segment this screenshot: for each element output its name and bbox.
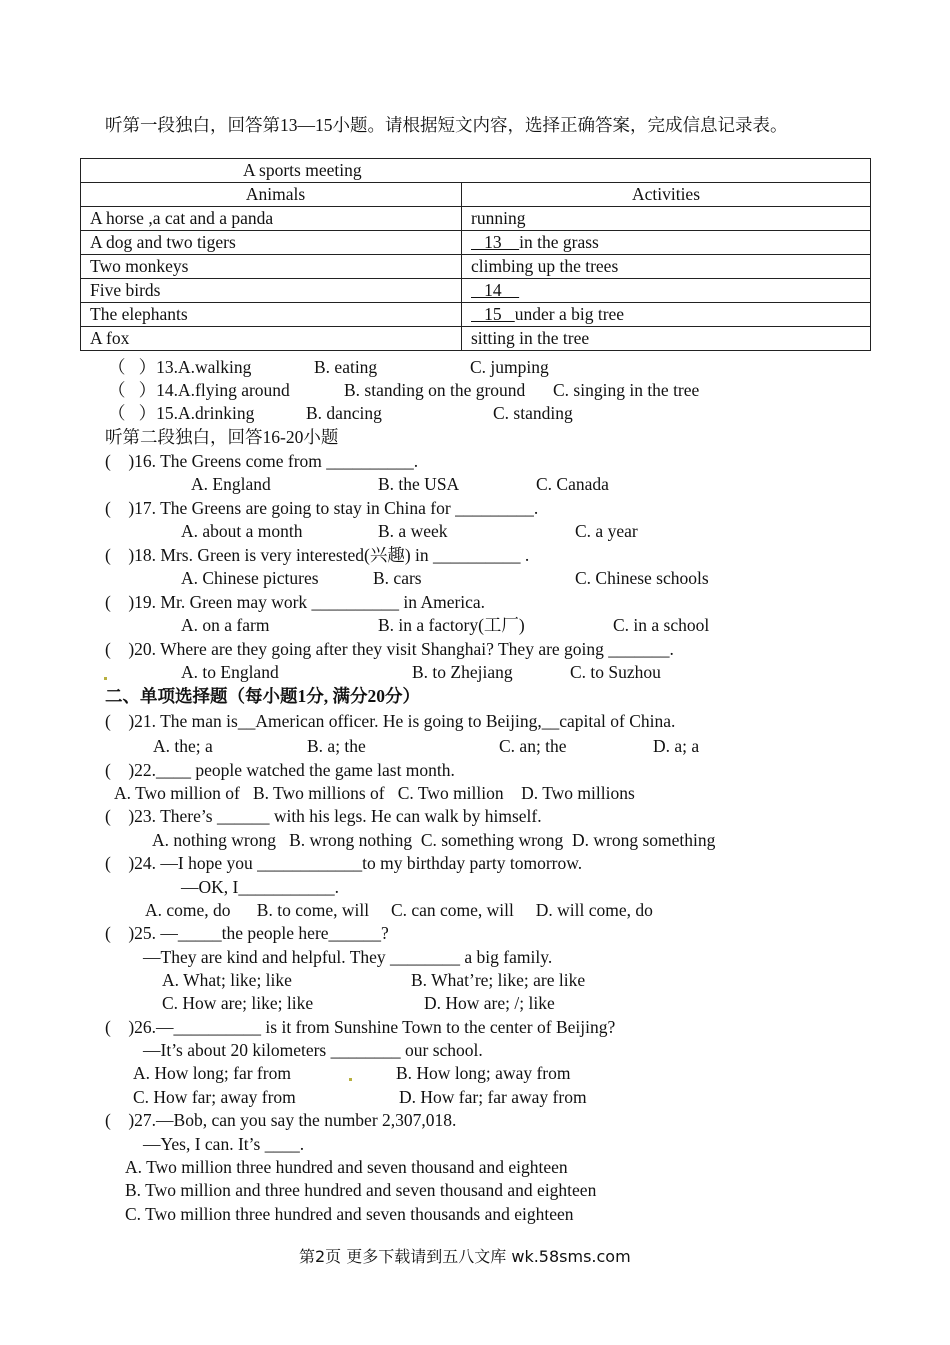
table-row	[81, 279, 871, 303]
q27-reply: —Yes, I can. It’s ____.	[143, 1134, 305, 1154]
q21-option-d: D. a; a	[653, 736, 700, 756]
table-caption: A sports meeting	[81, 159, 871, 183]
animal-cell: Two monkeys	[81, 255, 462, 279]
q15-stem: （ ）15.A.drinking	[108, 403, 255, 423]
q13-stem: （ ）13.A.walking	[108, 357, 252, 377]
q26-option-b: B. How long; away from	[396, 1063, 571, 1083]
animal-cell: A fox	[81, 327, 462, 351]
q25-option-d: D. How are; /; like	[424, 993, 555, 1013]
q19-stem: ( )19. Mr. Green may work __________ in America.	[105, 592, 486, 612]
q17-option-b: B. a week	[378, 521, 448, 541]
q14-option-c: C. singing in the tree	[553, 380, 700, 400]
q18-option-b: B. cars	[373, 568, 422, 588]
header-activities: Activities	[462, 183, 871, 207]
q21-option-b: B. a; the	[307, 736, 366, 756]
q13-option-b: B. eating	[314, 357, 378, 377]
table-caption-row	[81, 159, 871, 183]
answer-blank: 15	[471, 304, 515, 324]
activity-cell-blank-13: 13 in the grass	[462, 231, 871, 255]
q22-options: A. Two million of B. Two millions of C. Two million D. Two millions	[114, 783, 635, 803]
q20-option-c: C. to Suzhou	[570, 662, 661, 682]
q24-stem: ( )24. —I hope you ____________to my birthday party tomorrow.	[105, 853, 583, 873]
q27-option-b: B. Two million and three hundred and seven thousand and eighteen	[125, 1180, 597, 1200]
q25-reply: —They are kind and helpful. They ________ a big family.	[143, 947, 553, 967]
q26-option-d: D. How far; far away from	[399, 1087, 587, 1107]
table-row	[81, 255, 871, 279]
q25-option-b: B. What’re; like; are like	[411, 970, 586, 990]
activity-cell: climbing up the trees	[462, 255, 871, 279]
answer-blank: 14	[471, 280, 520, 300]
q14-stem: （ ）14.A.flying around	[108, 380, 290, 400]
q14-option-b: B. standing on the ground	[344, 380, 526, 400]
q17-stem: ( )17. The Greens are going to stay in China for _________.	[105, 498, 539, 518]
q13-option-c: C. jumping	[470, 357, 549, 377]
info-record-table	[80, 158, 871, 351]
q23-options: A. nothing wrong B. wrong nothing C. something wrong D. wrong something	[152, 830, 716, 850]
table-row	[81, 303, 871, 327]
activity-cell-blank-14	[462, 279, 871, 303]
q15-option-c: C. standing	[493, 403, 573, 423]
q18-option-a: A. Chinese pictures	[181, 568, 319, 588]
page-footer: 第2页 更多下载请到五八文库 wk.58sms.com	[299, 1247, 631, 1266]
q15-option-b: B. dancing	[306, 403, 382, 423]
q16-option-a: A. England	[191, 474, 271, 494]
section1-intro: 听第一段独白，回答第13—15小题。请根据短文内容，选择正确答案，完成信息记录表。	[105, 115, 788, 135]
q18-stem: ( )18. Mrs. Green is very interested(兴趣) in __________ .	[105, 545, 530, 565]
answer-blank: 13	[471, 232, 520, 252]
q24-reply: —OK, I___________.	[181, 877, 339, 897]
table-row	[81, 207, 871, 231]
q26-option-a: A. How long; far from	[133, 1063, 291, 1083]
animal-cell: The elephants	[81, 303, 462, 327]
q16-option-b: B. the USA	[378, 474, 460, 494]
q21-option-a: A. the; a	[153, 736, 213, 756]
activity-cell-blank-15: 15 under a big tree	[462, 303, 871, 327]
table-row	[81, 327, 871, 351]
animal-cell: A horse ,a cat and a panda	[81, 207, 462, 231]
table-row	[81, 231, 871, 255]
q22-stem: ( )22.____ people watched the game last month.	[105, 760, 455, 780]
q25-option-a: A. What; like; like	[162, 970, 292, 990]
q27-stem: ( )27.—Bob, can you say the number 2,307,018.	[105, 1110, 457, 1130]
q17-option-a: A. about a month	[181, 521, 303, 541]
q20-option-b: B. to Zhejiang	[412, 662, 513, 682]
q19-option-a: A. on a farm	[181, 615, 270, 635]
q27-option-c: C. Two million three hundred and seven thousands and eighteen	[125, 1204, 574, 1224]
q23-stem: ( )23. There’s ______ with his legs. He can walk by himself.	[105, 806, 542, 826]
q25-option-c: C. How are; like; like	[162, 993, 314, 1013]
stray-dot	[104, 677, 107, 680]
q16-stem: ( )16. The Greens come from __________.	[105, 451, 419, 471]
header-animals: Animals	[81, 183, 462, 207]
q21-stem: ( )21. The man is__American officer. He is going to Beijing,__capital of China.	[105, 711, 676, 731]
q21-option-c: C. an; the	[499, 736, 567, 756]
section2-intro: 听第二段独白，回答16-20小题	[105, 427, 339, 447]
animal-cell: Five birds	[81, 279, 462, 303]
animal-cell: A dog and two tigers	[81, 231, 462, 255]
q19-option-c: C. in a school	[613, 615, 710, 635]
q27-option-a: A. Two million three hundred and seven thousand and eighteen	[125, 1157, 568, 1177]
activity-cell: running	[462, 207, 871, 231]
q17-option-c: C. a year	[575, 521, 638, 541]
q20-option-a: A. to England	[181, 662, 279, 682]
q25-stem: ( )25. —_____the people here______?	[105, 923, 389, 943]
q16-option-c: C. Canada	[536, 474, 609, 494]
q26-stem: ( )26.—__________ is it from Sunshine Town to the center of Beijing?	[105, 1017, 616, 1037]
q26-option-c: C. How far; away from	[133, 1087, 296, 1107]
table-header-row	[81, 183, 871, 207]
q24-options: A. come, do B. to come, will C. can come, will D. will come, do	[145, 900, 653, 920]
stray-dot	[349, 1078, 352, 1081]
q26-reply: —It’s about 20 kilometers ________ our school.	[143, 1040, 483, 1060]
q20-stem: ( )20. Where are they going after they visit Shanghai? They are going _______.	[105, 639, 674, 659]
q19-option-b: B. in a factory(工厂)	[378, 615, 525, 635]
section3-heading: 二、单项选择题（每小题1分, 满分20分）	[105, 686, 420, 706]
q18-option-c: C. Chinese schools	[575, 568, 709, 588]
activity-cell: sitting in the tree	[462, 327, 871, 351]
